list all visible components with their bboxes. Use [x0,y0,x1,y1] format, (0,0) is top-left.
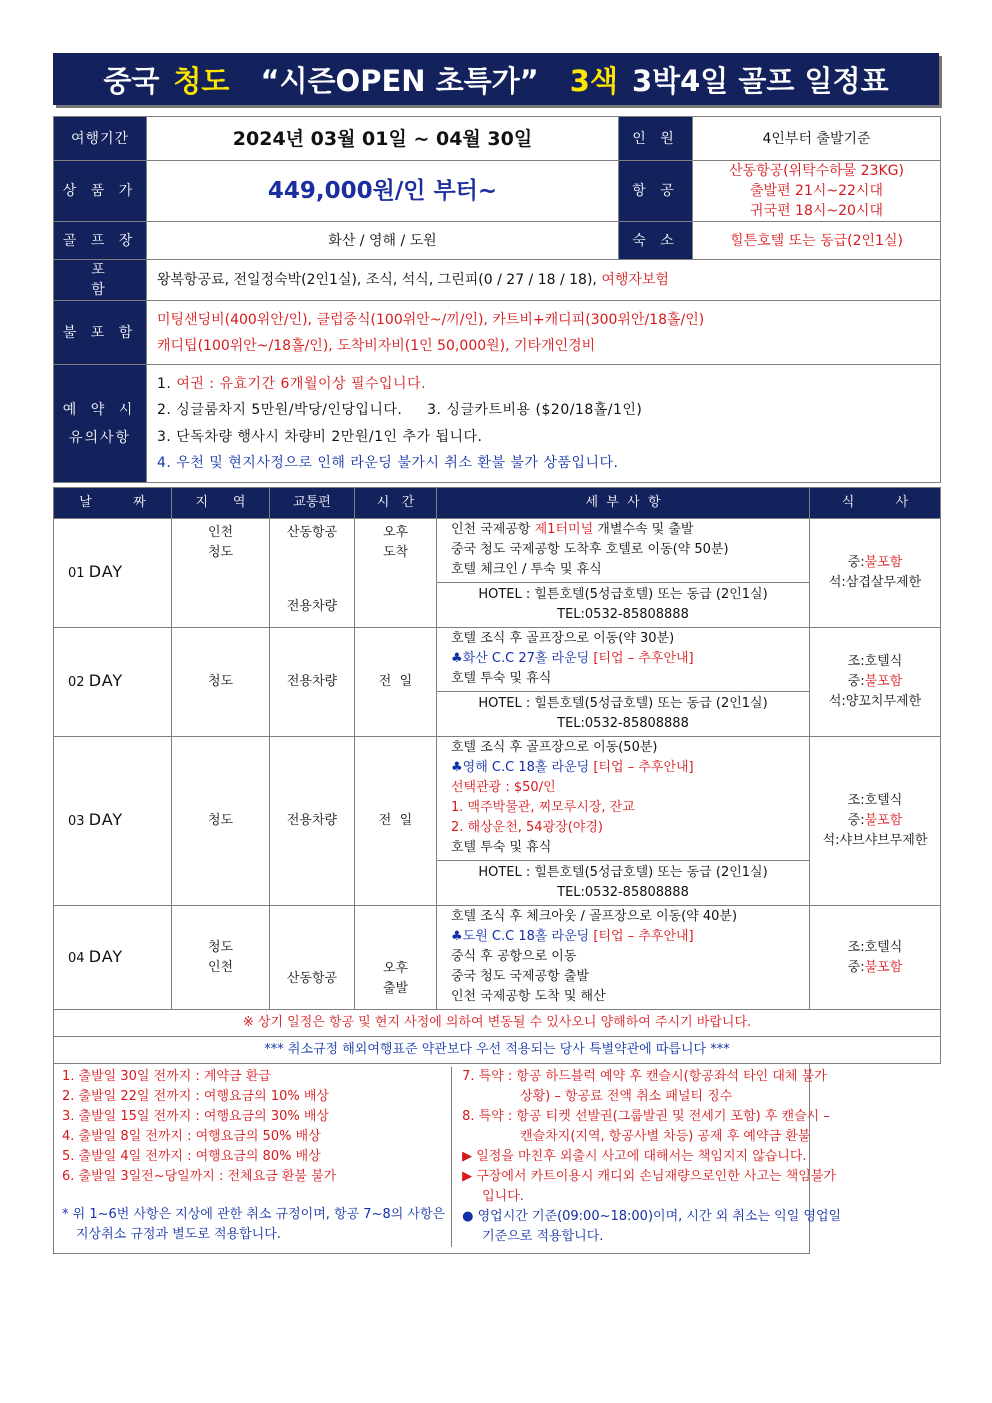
note-item: 3. 단독차량 행사시 차량비 2만원/1인 추가 됩니다. [157,428,483,445]
header-region: 지 역 [172,488,270,519]
policy-note: * 위 1~6번 사항은 지상에 관한 취소 규정이며, 항공 7~8의 사항은 [62,1207,446,1222]
transport-bottom: 전용차량 [286,599,338,614]
meal-line [816,811,934,831]
day-row [54,737,941,861]
detail-line [451,818,795,838]
include-insurance: 여행자보험 [601,272,669,288]
golf-row [54,222,941,260]
policy-row [54,1064,941,1254]
note-passport: 여권 : 유효기간 6개월이상 필수입니다. [176,375,427,392]
detail-line [451,778,795,798]
airline-info [693,161,941,222]
exclude-line: 캐디팁(100위안~/18홀/인), 도착비자비(1인 50,000원), 기타개인경비 [157,337,596,354]
detail-line [451,967,795,987]
meal-line [816,791,934,811]
meal-type: 조: [847,654,865,669]
include-text: 왕복항공료, 전일정숙박(2인1실), 조식, 석식, 그린피(0 / 27 / 18 / 18), [157,272,597,288]
meal-value: 불포함 [864,813,903,828]
day-region [172,906,270,1010]
period-row [54,117,941,161]
hotel-info [437,692,810,737]
detail-line [451,649,795,669]
meal-line [816,831,934,851]
trip-info-table [53,116,941,483]
policy-cell [54,1064,842,1254]
region-line: 인천 [207,525,234,540]
day-label [54,628,172,737]
notes-label [54,365,147,483]
detail-line [451,560,795,580]
day-transport: 전용차량 [270,737,355,906]
day-time [355,906,437,1010]
hotel-tel: TEL:0532-85808888 [557,607,689,622]
day-row [54,628,941,692]
transport-top: 산동항공 [286,525,338,540]
day-region: 청도 [172,628,270,737]
airline-line: 출발편 21시~22시대 [750,183,883,199]
detail-text: 인천 국제공항 [451,522,535,537]
day-time: 전 일 [355,737,437,906]
golf-label: 골 프 장 [54,222,147,260]
meal-line [816,938,934,958]
policy-right [452,1067,841,1247]
notes-value [147,365,941,483]
detail-text: 2. 해상운천, 54광장(야경) [451,820,603,835]
policy-item: 상황) – 항공료 전액 취소 패널티 징수 [520,1089,733,1104]
policy-item: 5. 출발일 4일 전까지 : 여행요금의 80% 배상 [62,1149,321,1164]
header-meals: 식 사 [810,488,941,519]
detail-text: ♣도원 C.C 18홀 라운딩 [451,929,594,944]
day-number: 02 [68,675,85,690]
day-details [437,906,810,1010]
detail-text: 호텔 체크인 / 투숙 및 휴식 [451,562,602,577]
region-line: 인천 [207,959,234,975]
detail-text: 호텔 조식 후 체크아웃 / 골프장으로 이동(약 40분) [451,909,738,924]
cancel-title-row [54,1037,941,1064]
day-region [172,519,270,628]
people-value: 4인부터 출발기준 [693,117,941,161]
meal-value: 양꼬치무제한 [845,694,922,709]
meal-line [816,692,934,712]
policy-columns [62,1067,842,1247]
price-label: 상 품 가 [54,161,147,222]
policy-spacer [62,1187,445,1205]
hotel-name: HOTEL : 힐튼호텔(5성급호텔) 또는 동급 (2인1실) [478,587,768,602]
day-word: DAY [88,671,124,690]
policy-item: ▶ 일정을 마친후 외출시 사고에 대해서는 책임지지 않습니다. [462,1149,807,1164]
detail-text: ♣화산 C.C 27홀 라운딩 [451,651,594,666]
title-color-count: 3색 [569,63,618,98]
day-word: DAY [88,810,124,829]
notes-label-line: 유의사항 [68,429,132,446]
detail-text: 1. 맥주박물관, 찌모루시장, 잔교 [451,800,635,815]
detail-line [451,540,795,560]
policy-item: ▶ 구장에서 카트이용시 캐디외 손님재량으로인한 사고는 책임불가 [462,1169,836,1184]
day-number: 04 [68,950,85,966]
hotel-name: HOTEL : 힐튼호텔(5성급호텔) 또는 동급 (2인1실) [478,865,768,880]
cancel-policy-title: *** 취소규정 해외여행표준 약관보다 우선 적용되는 당사 특별약관에 따릅니다 *** [54,1037,941,1064]
price-value: 449,000원/인 부터~ [147,161,619,222]
header-transport: 교통편 [270,488,355,519]
detail-line [451,838,795,858]
detail-text: 호텔 투숙 및 휴식 [451,671,552,686]
policy-item: 6. 출발일 3일전~당일까지 : 전체요금 환불 불가 [62,1169,337,1184]
day-label [54,906,172,1010]
schedule-table [53,487,941,1254]
policy-item: 캔슬차지(지역, 항공사별 차등) 공제 후 예약금 환불 [520,1129,811,1144]
meal-type: 중: [847,813,865,828]
include-row [54,260,941,301]
day-word: DAY [88,562,124,581]
day-row [54,906,941,1010]
detail-text: [티업 – 추후안내] [593,760,694,775]
meal-type: 중: [847,555,865,570]
note-item: 4. 우천 및 현지사정으로 인해 라운딩 불가시 취소 환불 불가 상품입니다. [157,455,619,471]
hotel-label: 숙 소 [619,222,693,260]
meal-value: 삼겹살무제한 [845,575,922,590]
airline-line: 산동항공(위탁수하물 23KG) [729,163,904,179]
exclude-line: 미팅샌딩비(400위안/인), 클럽중식(100위안~/끼/인), 카트비+캐디피(300위안/18홀/인) [157,311,705,328]
title-country: 중국 [103,63,160,98]
meal-line [816,672,934,692]
day-meals [810,628,941,737]
policy-item: 4. 출발일 8일 전까지 : 여행요금의 50% 배상 [62,1129,321,1144]
policy-item: 8. 특약 : 항공 티켓 선발권(그룹발권 및 전세기 포함) 후 캔슬시 – [462,1109,830,1124]
notes-row [54,365,941,483]
hotel-value: 힐튼호텔 또는 동급(2인1실) [693,222,941,260]
schedule-notice: ※ 상기 일정은 항공 및 현지 사정에 의하여 변동될 수 있사오니 양해하여 주시기 바랍니다. [54,1010,941,1037]
note-item: 2. 싱글룸차지 5만원/박당/인당입니다. 3. 싱글카트비용 ($20/18홀/1인) [157,402,643,418]
header-date: 날 짜 [54,488,172,519]
policy-item: 기준으로 적용합니다. [482,1229,604,1244]
day-details [437,737,810,861]
detail-line [451,987,795,1007]
detail-line [451,798,795,818]
day-details [437,628,810,692]
airline-label: 항 공 [619,161,693,222]
time-line: 오후 [382,961,409,976]
region-line: 청도 [207,939,234,955]
detail-text: ♣영해 C.C 18홀 라운딩 [451,760,594,775]
exclude-row [54,301,941,365]
day-region: 청도 [172,737,270,906]
title-city: 청도 [173,63,230,98]
day-time: 전 일 [355,628,437,737]
day-number: 01 [68,566,85,581]
include-value [147,260,941,301]
detail-line [451,907,795,927]
meal-line [816,553,934,573]
day-details [437,519,810,583]
notice-row [54,1010,941,1037]
meal-value: 호텔식 [864,654,903,669]
meal-type: 조: [847,793,865,808]
page-title [53,53,939,105]
meal-value: 샤브샤브무제한 [839,833,928,848]
exclude-value [147,301,941,365]
day-transport: 산동항공 [270,906,355,1010]
detail-line [451,758,795,778]
period-label: 여행기간 [54,117,147,161]
detail-text: 중국 청도 국제공항 출발 [451,969,589,984]
detail-text: [티업 – 추후안내] [593,929,694,944]
time-line: 도착 [382,545,409,560]
day-word: DAY [88,946,124,966]
title-duration: 3박4일 골프 일정표 [631,63,889,98]
header-details: 세 부 사 항 [437,488,810,519]
meal-value: 호텔식 [864,793,903,808]
policy-item: 7. 특약 : 항공 하드블럭 예약 후 캔슬시(항공좌석 타인 대체 불가 [462,1069,827,1084]
hotel-name: HOTEL : 힐튼호텔(5성급호텔) 또는 동급 (2인1실) [478,696,768,711]
policy-item: 1. 출발일 30일 전까지 : 계약금 환급 [62,1069,271,1084]
header-time: 시 간 [355,488,437,519]
detail-text: 중식 후 공항으로 이동 [451,949,577,964]
detail-line [451,927,795,947]
detail-text: [티업 – 추후안내] [593,651,694,666]
detail-text: 선택관광 : $50/인 [451,780,556,795]
people-label: 인 원 [619,117,693,161]
note-prefix: 1. [157,375,177,392]
transport-spacer [276,543,348,597]
detail-text: 제1터미널 [534,522,594,537]
day-label [54,519,172,628]
detail-line [451,629,795,649]
day-time [355,519,437,628]
meal-type: 석: [828,694,846,709]
policy-left [62,1067,452,1247]
day-meals [810,519,941,628]
day-number: 03 [68,814,85,829]
title-promo: “시즌OPEN 초특가” [260,63,539,98]
meal-line [816,573,934,593]
day-transport: 전용차량 [270,628,355,737]
policy-item: 입니다. [482,1189,524,1204]
day-transport [270,519,355,628]
detail-line [451,669,795,689]
detail-text: 인천 국제공항 도착 및 해산 [451,989,606,1004]
day-meals [810,906,941,1010]
detail-line [451,738,795,758]
price-row [54,161,941,222]
meal-line [816,958,934,978]
time-line: 오후 [382,525,409,540]
detail-text: 호텔 투숙 및 휴식 [451,840,552,855]
hotel-info [437,583,810,628]
detail-text: 개별수속 및 출발 [593,522,694,537]
detail-line [451,520,795,540]
hotel-tel: TEL:0532-85808888 [557,885,689,900]
meal-type: 조: [847,939,865,955]
meal-type: 중: [847,674,865,689]
policy-item: ● 영업시간 기준(09:00~18:00)이며, 시간 외 취소는 익일 영업일 [462,1209,842,1224]
policy-note: 지상취소 규정과 별도로 적용합니다. [76,1227,281,1242]
region-line: 청도 [207,545,234,560]
detail-line [451,947,795,967]
meal-value: 불포함 [864,959,903,975]
day-label [54,737,172,906]
hotel-info [437,861,810,906]
meal-value: 호텔식 [864,939,903,955]
policy-item: 2. 출발일 22일 전까지 : 여행요금의 10% 배상 [62,1089,329,1104]
airline-line: 귀국편 18시~20시대 [750,203,883,219]
detail-text: 중국 청도 국제공항 도착후 호텔로 이동(약 50분) [451,542,729,557]
time-line: 출발 [382,981,409,996]
meal-type: 석: [822,833,840,848]
meal-value: 불포함 [864,555,903,570]
period-value: 2024년 03월 01일 ~ 04월 30일 [147,117,619,161]
hotel-tel: TEL:0532-85808888 [557,716,689,731]
detail-text: 호텔 조식 후 골프장으로 이동(50분) [451,740,658,755]
policy-item: 3. 출발일 15일 전까지 : 여행요금의 30% 배상 [62,1109,329,1124]
note-item [157,371,934,398]
meal-type: 중: [847,959,865,975]
meal-line [816,652,934,672]
day-row [54,519,941,583]
day-meals [810,737,941,906]
meal-value: 불포함 [864,674,903,689]
exclude-label: 불 포 함 [54,301,147,365]
meal-type: 석: [828,575,846,590]
detail-text: 호텔 조식 후 골프장으로 이동(약 30분) [451,631,675,646]
schedule-header-row [54,488,941,519]
notes-label-line: 예 약 시 [62,401,138,418]
golf-value: 화산 / 영해 / 도원 [147,222,619,260]
include-label: 포 함 [54,260,147,301]
